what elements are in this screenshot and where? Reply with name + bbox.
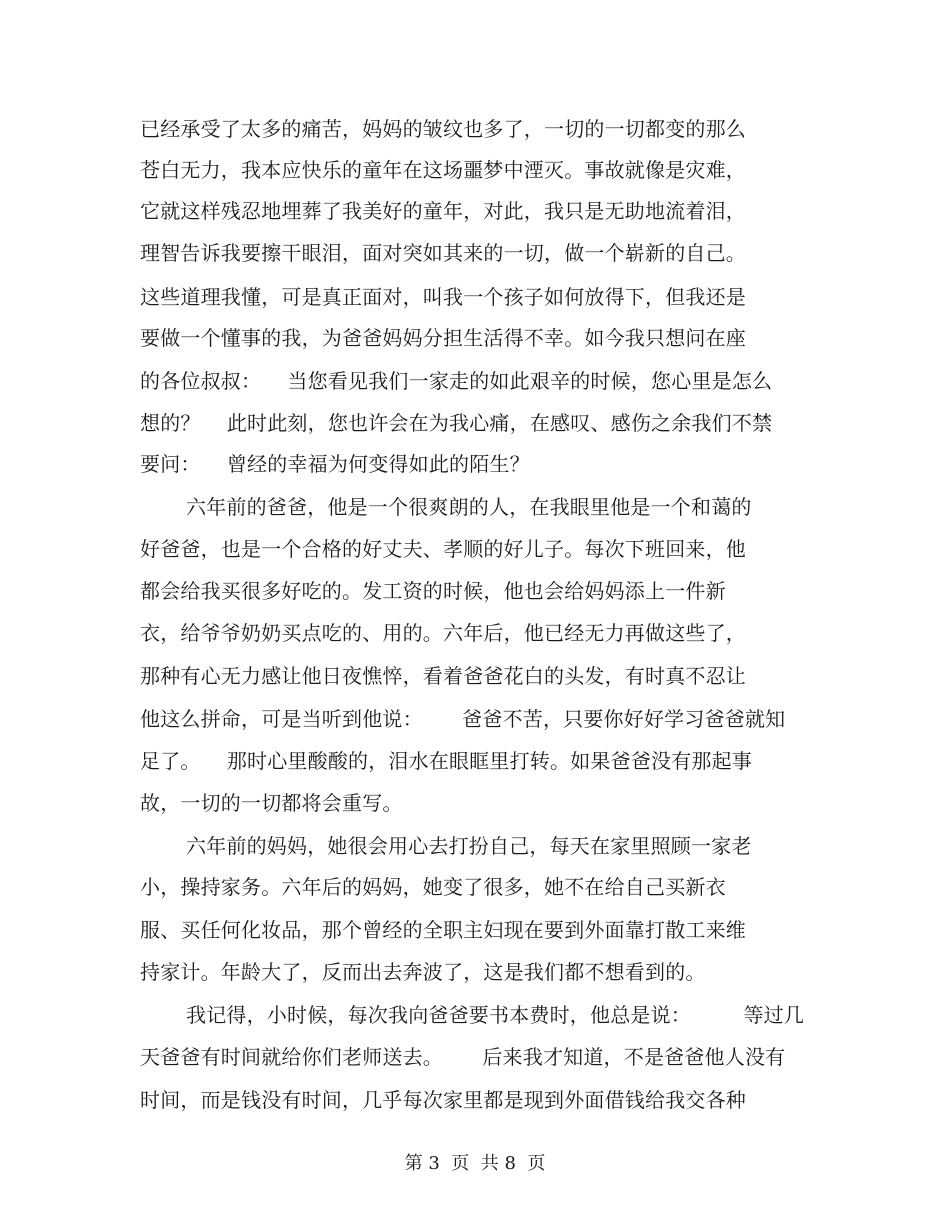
body-line: 他这么拼命，可是当听到他说： 爸爸不苦，只要你好好学习爸爸就知 <box>140 707 786 731</box>
body-line: 持家计。年龄大了，反而出去奔波了，这是我们都不想看到的。 <box>140 960 706 984</box>
body-line: 天爸爸有时间就给你们老师送去。 后来我才知道，不是爸爸他人没有 <box>140 1045 786 1069</box>
body-line: 的各位叔叔： 当您看见我们一家走的如此艰辛的时候，您心里是怎么 <box>140 369 773 393</box>
body-line: 它就这样残忍地埋葬了我美好的童年，对此，我只是无助地流着泪， <box>140 199 746 223</box>
paragraph-first-line: 六年前的妈妈，她很会用心去打扮自己，每天在家里照顾一家老 <box>186 834 752 858</box>
page-number-footer: 第 3 页 共 8 页 <box>404 1153 546 1174</box>
body-line: 要问： 曾经的幸福为何变得如此的陌生？ <box>140 452 530 476</box>
body-line: 服、买任何化妆品，那个曾经的全职主妇现在要到外面靠打散工来维 <box>140 918 746 942</box>
body-line: 衣，给爷爷奶奶买点吃的、用的。六年后，他已经无力再做这些了， <box>140 621 746 645</box>
body-line: 好爸爸，也是一个合格的好丈夫、孝顺的好儿子。每次下班回来，他 <box>140 537 746 561</box>
body-line: 小，操持家务。六年后的妈妈，她变了很多，她不在给自己买新衣 <box>140 875 726 899</box>
body-line: 要做一个懂事的我，为爸爸妈妈分担生活得不幸。如今我只想问在座 <box>140 326 746 350</box>
body-line: 都会给我买很多好吃的。发工资的时候，他也会给妈妈添上一件新 <box>140 579 726 603</box>
paragraph-first-line: 我记得，小时候，每次我向爸爸要书本费时，他总是说： 等过几 <box>186 1003 805 1027</box>
body-line: 想的？ 此时此刻，您也许会在为我心痛，在感叹、感伤之余我们不禁 <box>140 411 773 435</box>
body-line: 时间，而是钱没有时间，几乎每次家里都是现到外面借钱给我交各种 <box>140 1088 746 1112</box>
paragraph-first-line: 六年前的爸爸，他是一个很爽朗的人，在我眼里他是一个和蔼的 <box>186 495 752 519</box>
body-line: 理智告诉我要擦干眼泪，面对突如其来的一切，做一个崭新的自己。 <box>140 241 746 265</box>
body-line: 那种有心无力感让他日夜憔悴，看着爸爸花白的头发，有时真不忍让 <box>140 664 746 688</box>
body-line: 已经承受了太多的痛苦，妈妈的皱纹也多了，一切的一切都变的那么 <box>140 117 746 141</box>
body-line: 这些道理我懂，可是真正面对，叫我一个孩子如何放得下，但我还是 <box>140 285 746 309</box>
body-line: 故，一切的一切都将会重写。 <box>140 791 403 815</box>
body-line: 苍白无力，我本应快乐的童年在这场噩梦中湮灭。事故就像是灾难， <box>140 158 746 182</box>
body-line: 足了。 那时心里酸酸的，泪水在眼眶里打转。如果爸爸没有那起事 <box>140 749 753 773</box>
